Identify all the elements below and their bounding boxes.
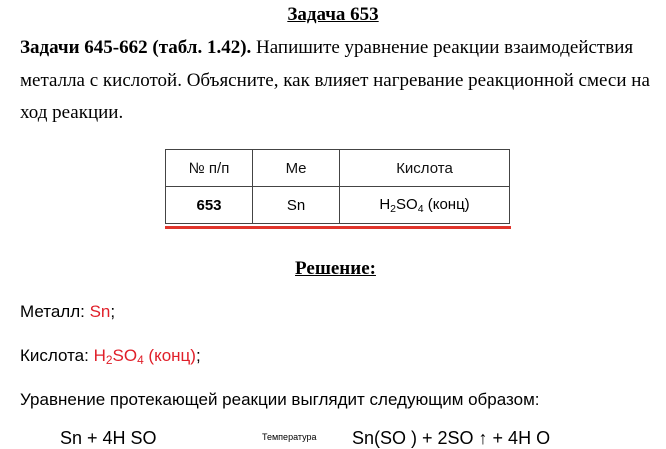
task-line-1 bbox=[20, 37, 633, 59]
metal-line bbox=[20, 302, 115, 322]
header-acid: Кислота bbox=[340, 150, 510, 187]
page-title: Задача 653 bbox=[287, 4, 379, 25]
acid-sub-4: 4 bbox=[417, 202, 424, 215]
task-line-3: ход реакции. bbox=[20, 102, 124, 123]
acid-line bbox=[20, 346, 201, 367]
acid-value: $H_2SO_4$ (конц) bbox=[93, 346, 196, 367]
acid-suffix: (конц) bbox=[423, 195, 470, 213]
table-row bbox=[166, 187, 510, 224]
solution-heading: Решение: bbox=[295, 258, 376, 279]
equation-intro: Уравнение протекающей реакции выглядит следующим образом: bbox=[20, 390, 540, 409]
acid-label: Кислота: bbox=[20, 346, 94, 365]
metal-value: Sn bbox=[89, 302, 111, 321]
task-reference: Задачи 645-662 (табл. 1.42). bbox=[20, 37, 252, 58]
temperature-label: Температура bbox=[262, 432, 317, 442]
acid-sub-2: 2 bbox=[390, 202, 397, 215]
data-table bbox=[165, 149, 510, 224]
cell-acid bbox=[340, 187, 510, 224]
cell-metal: Sn bbox=[253, 187, 340, 224]
cell-number: 653 bbox=[166, 187, 253, 224]
acid-semicolon: ; bbox=[195, 346, 201, 365]
equation-right: Sn(SO ) + 2SO ↑ + 4H O bbox=[352, 428, 551, 448]
metal-semicolon: ; bbox=[110, 302, 116, 321]
metal-label: Металл: bbox=[20, 302, 90, 321]
acid-h: H bbox=[379, 195, 391, 213]
task-line-2: металла с кислотой. Объясните, как влияет нагревание реакционной смеси на bbox=[20, 70, 650, 91]
table-header-row bbox=[166, 150, 510, 187]
acid-so: SO bbox=[396, 195, 418, 213]
header-number: № п/п bbox=[166, 150, 253, 187]
header-metal: Me bbox=[253, 150, 340, 187]
equation-left: Sn + 4H SO bbox=[60, 428, 157, 448]
task-text-1: Напишите уравнение реакции взаимодействия bbox=[251, 37, 634, 58]
table-underline bbox=[165, 226, 511, 229]
